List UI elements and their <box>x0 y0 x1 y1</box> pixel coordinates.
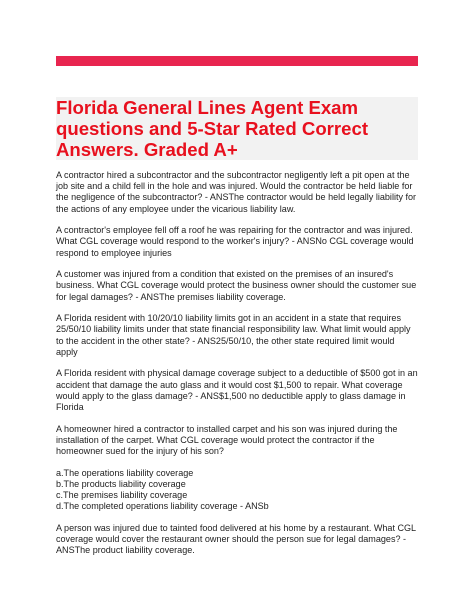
question-paragraph: A Florida resident with physical damage coverage subject to a deductible of $500 got in an accident that damage the auto glass and it would cost $1,500 to repair. What coverage would apply to the glass damage? - ANS$1,500 no deductible apply to glass damage in Florida <box>56 368 418 413</box>
answer-option: d.The completed operations liability coverage - ANSb <box>56 501 269 512</box>
question-paragraph: A person was injured due to tainted food delivered at his home by a restaurant. What CGL coverage would cover the restaurant owner should the person sue for legal damages? - ANSThe product liability coverage. <box>56 522 416 556</box>
header-accent-bar <box>56 56 418 66</box>
answer-option: c.The premises liability coverage <box>56 490 188 501</box>
question-paragraph: A homeowner hired a contractor to installed carpet and his son was injured during the installation of the carpet. What CGL coverage would protect the contractor if the homeowner sued for the injury of his son? <box>56 423 398 457</box>
question-paragraph: A contractor's employee fell off a roof he was repairing for the contractor and was injured. What CGL coverage would respond to the worker's injury? - ANSNo CGL coverage would respond to employee injuries <box>56 225 414 258</box>
answer-option: a.The operations liability coverage <box>56 467 194 478</box>
document-title: Florida General Lines Agent Exam questions and 5-Star Rated Correct Answers. Graded A+ <box>56 97 369 160</box>
answer-options-list <box>56 468 418 513</box>
document-body <box>56 170 418 567</box>
question-paragraph: A customer was injured from a condition that existed on the premises of an insured's business. What CGL coverage would protect the business owner should the customer sue for legal damages? - ANSThe premises liability coverage. <box>56 269 417 302</box>
question-paragraph: A contractor hired a subcontractor and the subcontractor negligently left a pit open at the job site and a child fell in the hole and was injured. Would the contractor be held liable for the negligence of the subcontractor? - ANSThe contractor would be held legally liability for the actions of any employee under the vicarious liability law. <box>56 170 417 214</box>
answer-option: b.The products liability coverage <box>56 478 186 489</box>
question-paragraph: A Florida resident with 10/20/10 liability limits got in an accident in a state that requires 25/50/10 liability limits under that state financial responsibility law. What limit would apply to the accident in the other state? - ANS25/50/10, the other state required limit would apply <box>56 313 411 357</box>
title-box <box>56 97 418 160</box>
